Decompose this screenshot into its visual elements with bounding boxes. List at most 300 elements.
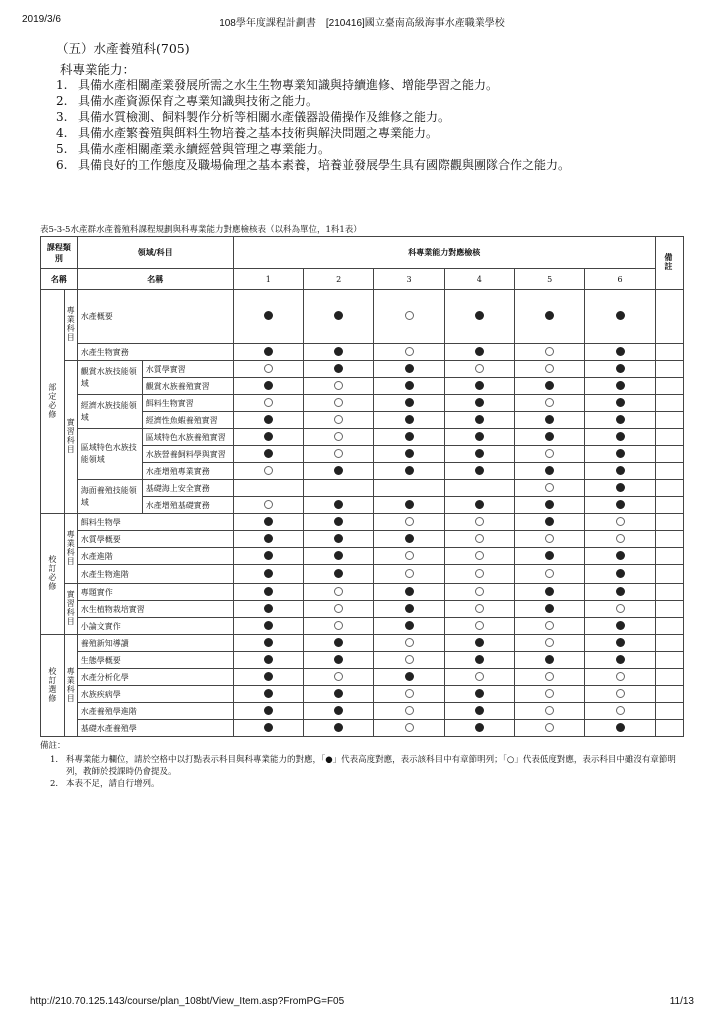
header-domain: 領域/科目: [77, 237, 233, 269]
course-name: 基礎海上安全實務: [142, 480, 233, 497]
ability-mark-cell: [233, 480, 303, 497]
table-row: [41, 565, 684, 584]
hollow-circle-icon: [334, 449, 343, 458]
ability-mark-cell: [303, 290, 373, 344]
ability-mark-cell: [444, 548, 514, 565]
ability-mark-cell: [303, 531, 373, 548]
ability-mark-cell: [233, 652, 303, 669]
filled-circle-icon: [405, 500, 414, 509]
table-row: [41, 686, 684, 703]
hollow-circle-icon: [405, 347, 414, 356]
filled-circle-icon: [264, 604, 273, 613]
ability-mark-cell: [303, 548, 373, 565]
filled-circle-icon: [334, 534, 343, 543]
ability-mark-cell: [303, 514, 373, 531]
remark-cell: [655, 703, 683, 720]
filled-circle-icon: [334, 517, 343, 526]
ability-mark-cell: [585, 703, 655, 720]
filled-circle-icon: [545, 655, 554, 664]
note-item: 2. 本表不足，請自行增列。: [50, 779, 160, 789]
ability-mark-cell: [233, 378, 303, 395]
table-row: [41, 584, 684, 601]
domain-1: 觀賞水族技能領域: [77, 361, 142, 395]
ability-mark-cell: [303, 429, 373, 446]
ability-mark-cell: [374, 618, 444, 635]
filled-circle-icon: [545, 517, 554, 526]
group-xiao-bi: 校訂必修: [41, 514, 65, 635]
hollow-circle-icon: [475, 621, 484, 630]
filled-circle-icon: [616, 569, 625, 578]
ability-mark-cell: [515, 584, 585, 601]
ability-text: 具備水產相關產業永續經營與管理之專業能力。: [78, 142, 331, 156]
ability-mark-cell: [585, 412, 655, 429]
ability-mark-cell: [444, 395, 514, 412]
ability-mark-cell: [233, 703, 303, 720]
filled-circle-icon: [616, 432, 625, 441]
ability-mark-cell: [374, 290, 444, 344]
domain-2: 經濟水族技能領域: [77, 395, 142, 429]
remark-cell: [655, 412, 683, 429]
course-name: 區域特色水族養殖實習: [142, 429, 233, 446]
ability-num: 1.: [56, 78, 68, 92]
table-row: [41, 601, 684, 618]
filled-circle-icon: [264, 621, 273, 630]
filled-circle-icon: [334, 638, 343, 647]
remark-cell: [655, 618, 683, 635]
ability-mark-cell: [515, 652, 585, 669]
course-name: 水質學概要: [77, 531, 233, 548]
ability-mark-cell: [303, 412, 373, 429]
filled-circle-icon: [475, 381, 484, 390]
hollow-circle-icon: [405, 706, 414, 715]
hollow-circle-icon: [545, 364, 554, 373]
ability-mark-cell: [374, 703, 444, 720]
filled-circle-icon: [264, 569, 273, 578]
ability-mark-cell: [444, 344, 514, 361]
remark-cell: [655, 652, 683, 669]
ability-mark-cell: [374, 497, 444, 514]
course-ability-table: [40, 236, 684, 737]
filled-circle-icon: [616, 466, 625, 475]
ability-mark-cell: [303, 361, 373, 378]
ability-mark-cell: [585, 463, 655, 480]
ability-mark-cell: [444, 720, 514, 737]
ability-mark-cell: [233, 601, 303, 618]
group-prof: 專業科目: [64, 514, 77, 584]
filled-circle-icon: [334, 311, 343, 320]
ability-mark-cell: [233, 584, 303, 601]
filled-circle-icon: [616, 347, 625, 356]
ability-mark-cell: [444, 686, 514, 703]
course-name: 經濟性魚蝦養殖實習: [142, 412, 233, 429]
course-name: 水產養殖學進階: [77, 703, 233, 720]
hollow-circle-icon: [334, 381, 343, 390]
course-name: 水產增殖基礎實務: [142, 497, 233, 514]
ability-mark-cell: [515, 548, 585, 565]
remark-cell: [655, 686, 683, 703]
ability-mark-cell: [444, 463, 514, 480]
filled-circle-icon: [334, 706, 343, 715]
remark-cell: [655, 480, 683, 497]
course-name: 水產進階: [77, 548, 233, 565]
ability-mark-cell: [303, 584, 373, 601]
ability-mark-cell: [374, 446, 444, 463]
col-header: 2: [303, 269, 373, 290]
ability-mark-cell: [233, 548, 303, 565]
ability-mark-cell: [585, 429, 655, 446]
ability-mark-cell: [374, 720, 444, 737]
ability-mark-cell: [303, 720, 373, 737]
filled-circle-icon: [334, 347, 343, 356]
ability-mark-cell: [515, 686, 585, 703]
filled-circle-icon: [616, 483, 625, 492]
header-row-names: [41, 269, 684, 290]
ability-mark-cell: [374, 361, 444, 378]
ability-mark-cell: [303, 480, 373, 497]
filled-circle-icon: [545, 587, 554, 596]
ability-num: 6.: [56, 158, 68, 172]
footer-url: http://210.70.125.143/course/plan_108bt/View_Item.asp?FromPG=F05: [30, 996, 345, 1007]
filled-circle-icon: [616, 723, 625, 732]
ability-mark-cell: [303, 618, 373, 635]
filled-circle-icon: [616, 551, 625, 560]
course-name: 水生植物栽培實習: [77, 601, 233, 618]
ability-mark-cell: [515, 601, 585, 618]
filled-circle-icon: [475, 347, 484, 356]
section-title: （五）水產養殖科(705): [56, 41, 190, 56]
ability-mark-cell: [444, 514, 514, 531]
course-name: 餌料生物學: [77, 514, 233, 531]
remark-cell: [655, 531, 683, 548]
filled-circle-icon: [405, 364, 414, 373]
hollow-circle-icon: [545, 689, 554, 698]
filled-circle-icon: [334, 655, 343, 664]
ability-mark-cell: [374, 514, 444, 531]
remark-cell: [655, 378, 683, 395]
ability-mark-cell: [303, 669, 373, 686]
ability-mark-cell: [444, 618, 514, 635]
ability-num: 4.: [56, 126, 68, 140]
table-row: [41, 618, 684, 635]
ability-item: [44, 109, 684, 125]
ability-mark-cell: [303, 601, 373, 618]
ability-mark-cell: [233, 361, 303, 378]
ability-item: [44, 93, 684, 109]
remark-cell: [655, 361, 683, 378]
hollow-circle-icon: [475, 587, 484, 596]
course-name: 養殖新知導讀: [77, 635, 233, 652]
ability-mark-cell: [303, 686, 373, 703]
remark-cell: [655, 548, 683, 565]
hollow-circle-icon: [616, 672, 625, 681]
ability-mark-cell: [303, 395, 373, 412]
ability-text: 具備水質檢測、飼料製作分析等相關水產儀器設備操作及維修之能力。: [78, 110, 451, 124]
remark-cell: [655, 669, 683, 686]
table-row: [41, 652, 684, 669]
ability-list: [44, 77, 684, 173]
filled-circle-icon: [616, 500, 625, 509]
course-name: 水產增殖專業實務: [142, 463, 233, 480]
ability-mark-cell: [515, 514, 585, 531]
ability-item: [44, 157, 684, 173]
col-header: 5: [515, 269, 585, 290]
ability-text: 具備水產相關產業發展所需之水生生物專業知識與持續進修、增能學習之能力。: [78, 78, 499, 92]
hollow-circle-icon: [545, 723, 554, 732]
hollow-circle-icon: [334, 587, 343, 596]
ability-mark-cell: [374, 344, 444, 361]
ability-mark-cell: [585, 720, 655, 737]
filled-circle-icon: [264, 534, 273, 543]
notes: [40, 740, 690, 790]
table-row: [41, 548, 684, 565]
ability-mark-cell: [585, 584, 655, 601]
ability-mark-cell: [374, 531, 444, 548]
hollow-circle-icon: [616, 534, 625, 543]
filled-circle-icon: [545, 551, 554, 560]
page-number: 11/13: [669, 996, 694, 1007]
hollow-circle-icon: [405, 569, 414, 578]
ability-mark-cell: [233, 412, 303, 429]
ability-mark-cell: [585, 531, 655, 548]
hollow-circle-icon: [475, 551, 484, 560]
ability-mark-cell: [444, 652, 514, 669]
ability-mark-cell: [515, 395, 585, 412]
filled-circle-icon: [475, 655, 484, 664]
hollow-circle-icon: [545, 483, 554, 492]
table-row: [41, 395, 684, 412]
filled-circle-icon: [616, 398, 625, 407]
filled-circle-icon: [264, 347, 273, 356]
hollow-circle-icon: [264, 398, 273, 407]
ability-mark-cell: [585, 446, 655, 463]
ability-mark-cell: [444, 429, 514, 446]
ability-mark-cell: [233, 497, 303, 514]
hollow-circle-icon: [475, 534, 484, 543]
filled-circle-icon: [475, 398, 484, 407]
ability-mark-cell: [303, 565, 373, 584]
table-row: [41, 514, 684, 531]
filled-circle-icon: [475, 723, 484, 732]
table-row: [41, 635, 684, 652]
filled-circle-icon: [264, 672, 273, 681]
remark-cell: [655, 344, 683, 361]
remark-cell: [655, 565, 683, 584]
ability-mark-cell: [303, 497, 373, 514]
ability-mark-cell: [233, 514, 303, 531]
ability-mark-cell: [303, 344, 373, 361]
filled-circle-icon: [264, 432, 273, 441]
ability-mark-cell: [233, 290, 303, 344]
ability-mark-cell: [515, 531, 585, 548]
ability-mark-cell: [374, 548, 444, 565]
hollow-circle-icon: [405, 723, 414, 732]
ability-mark-cell: [585, 395, 655, 412]
ability-mark-cell: [303, 652, 373, 669]
course-name: 水產分析化學: [77, 669, 233, 686]
ability-mark-cell: [374, 652, 444, 669]
hollow-circle-icon: [475, 364, 484, 373]
filled-circle-icon: [264, 517, 273, 526]
course-name: 水族疾病學: [77, 686, 233, 703]
hollow-circle-icon: [545, 706, 554, 715]
group-prac: 實習科目: [64, 361, 77, 514]
ability-mark-cell: [585, 548, 655, 565]
hollow-circle-icon: [405, 638, 414, 647]
filled-circle-icon: [475, 638, 484, 647]
filled-circle-icon: [405, 449, 414, 458]
table-row: [41, 290, 684, 344]
ability-mark-cell: [515, 463, 585, 480]
ability-mark-cell: [374, 412, 444, 429]
ability-mark-cell: [233, 344, 303, 361]
hollow-circle-icon: [616, 517, 625, 526]
ability-num: 3.: [56, 110, 68, 124]
filled-circle-icon: [616, 638, 625, 647]
hollow-circle-icon: [405, 311, 414, 320]
filled-circle-icon: [264, 689, 273, 698]
ability-mark-cell: [585, 618, 655, 635]
ability-mark-cell: [444, 635, 514, 652]
course-name: 餌料生物實習: [142, 395, 233, 412]
ability-mark-cell: [374, 565, 444, 584]
table-row: [41, 531, 684, 548]
ability-mark-cell: [585, 344, 655, 361]
group-prof: 專業科目: [64, 290, 77, 361]
ability-mark-cell: [233, 720, 303, 737]
ability-mark-cell: [515, 703, 585, 720]
group-prof: 專業科目: [64, 635, 77, 737]
ability-mark-cell: [233, 669, 303, 686]
ability-mark-cell: [374, 686, 444, 703]
ability-item: [44, 125, 684, 141]
filled-circle-icon: [475, 689, 484, 698]
hollow-circle-icon: [545, 638, 554, 647]
ability-mark-cell: [515, 669, 585, 686]
filled-circle-icon: [475, 449, 484, 458]
filled-circle-icon: [334, 466, 343, 475]
ability-mark-cell: [444, 531, 514, 548]
ability-mark-cell: [374, 378, 444, 395]
ability-mark-cell: [374, 584, 444, 601]
ability-mark-cell: [585, 290, 655, 344]
ability-mark-cell: [233, 463, 303, 480]
ability-mark-cell: [585, 652, 655, 669]
hollow-circle-icon: [616, 689, 625, 698]
notes-title: 備註：: [40, 741, 66, 751]
ability-mark-cell: [233, 446, 303, 463]
filled-circle-icon: [264, 415, 273, 424]
ability-mark-cell: [444, 290, 514, 344]
filled-circle-icon: [264, 587, 273, 596]
course-name: 基礎水產養殖學: [77, 720, 233, 737]
ability-mark-cell: [585, 635, 655, 652]
ability-mark-cell: [233, 618, 303, 635]
hollow-circle-icon: [545, 347, 554, 356]
ability-mark-cell: [585, 601, 655, 618]
filled-circle-icon: [545, 311, 554, 320]
header-name-2: 名稱: [77, 269, 233, 290]
hollow-circle-icon: [264, 364, 273, 373]
ability-text: 具備水產繁養殖與餌料生物培養之基本技術與解決問題之專業能力。: [78, 126, 439, 140]
ability-mark-cell: [233, 635, 303, 652]
table-caption: 表5-3-5水產群水產養殖科課程規劃與科專業能力對應檢核表（以科為單位，1科1表）: [40, 225, 362, 235]
filled-circle-icon: [545, 500, 554, 509]
hollow-circle-icon: [545, 398, 554, 407]
ability-mark-cell: [444, 361, 514, 378]
hollow-circle-icon: [545, 672, 554, 681]
note-item: 1. 科專業能力欄位，請於空格中以打點表示科目與科專業能力的對應，「●」代表高度對應，表示該科目中有章節明列；「○」代表低度對應，表示科目中雖沒有章節明列，教師於授課時仍會提及。: [50, 755, 676, 777]
ability-mark-cell: [515, 446, 585, 463]
remark-cell: [655, 514, 683, 531]
filled-circle-icon: [545, 432, 554, 441]
filled-circle-icon: [616, 587, 625, 596]
ability-mark-cell: [374, 395, 444, 412]
remark-cell: [655, 463, 683, 480]
remark-cell: [655, 446, 683, 463]
ability-mark-cell: [444, 412, 514, 429]
table-row: [41, 480, 684, 497]
header-remark: 備註: [655, 237, 683, 290]
filled-circle-icon: [334, 689, 343, 698]
col-header: 1: [233, 269, 303, 290]
ability-mark-cell: [444, 480, 514, 497]
header-category: 課程類別: [41, 237, 78, 269]
ability-mark-cell: [303, 635, 373, 652]
group-prac: 實習科目: [64, 584, 77, 635]
filled-circle-icon: [616, 655, 625, 664]
filled-circle-icon: [264, 381, 273, 390]
filled-circle-icon: [264, 638, 273, 647]
filled-circle-icon: [405, 381, 414, 390]
remark-cell: [655, 635, 683, 652]
hollow-circle-icon: [264, 500, 273, 509]
ability-mark-cell: [585, 378, 655, 395]
ability-mark-cell: [374, 429, 444, 446]
table-row: [41, 703, 684, 720]
filled-circle-icon: [334, 364, 343, 373]
filled-circle-icon: [405, 398, 414, 407]
ability-mark-cell: [444, 584, 514, 601]
table-row: [41, 669, 684, 686]
ability-mark-cell: [233, 429, 303, 446]
hollow-circle-icon: [334, 398, 343, 407]
ability-mark-cell: [374, 601, 444, 618]
ability-mark-cell: [515, 429, 585, 446]
filled-circle-icon: [264, 449, 273, 458]
ability-mark-cell: [515, 497, 585, 514]
ability-mark-cell: [515, 412, 585, 429]
col-header: 4: [444, 269, 514, 290]
ability-mark-cell: [444, 703, 514, 720]
course-name: 生態學概要: [77, 652, 233, 669]
ability-item: [44, 77, 684, 93]
filled-circle-icon: [334, 500, 343, 509]
ability-mark-cell: [515, 635, 585, 652]
hollow-circle-icon: [334, 415, 343, 424]
ability-mark-cell: [303, 463, 373, 480]
course-name: 專題實作: [77, 584, 233, 601]
course-name: 觀賞水族養殖實習: [142, 378, 233, 395]
filled-circle-icon: [475, 432, 484, 441]
remark-cell: [655, 601, 683, 618]
ability-mark-cell: [515, 480, 585, 497]
remark-cell: [655, 429, 683, 446]
ability-mark-cell: [444, 378, 514, 395]
hollow-circle-icon: [545, 569, 554, 578]
header-check: 科專業能力對應檢核: [233, 237, 655, 269]
hollow-circle-icon: [334, 672, 343, 681]
filled-circle-icon: [405, 604, 414, 613]
